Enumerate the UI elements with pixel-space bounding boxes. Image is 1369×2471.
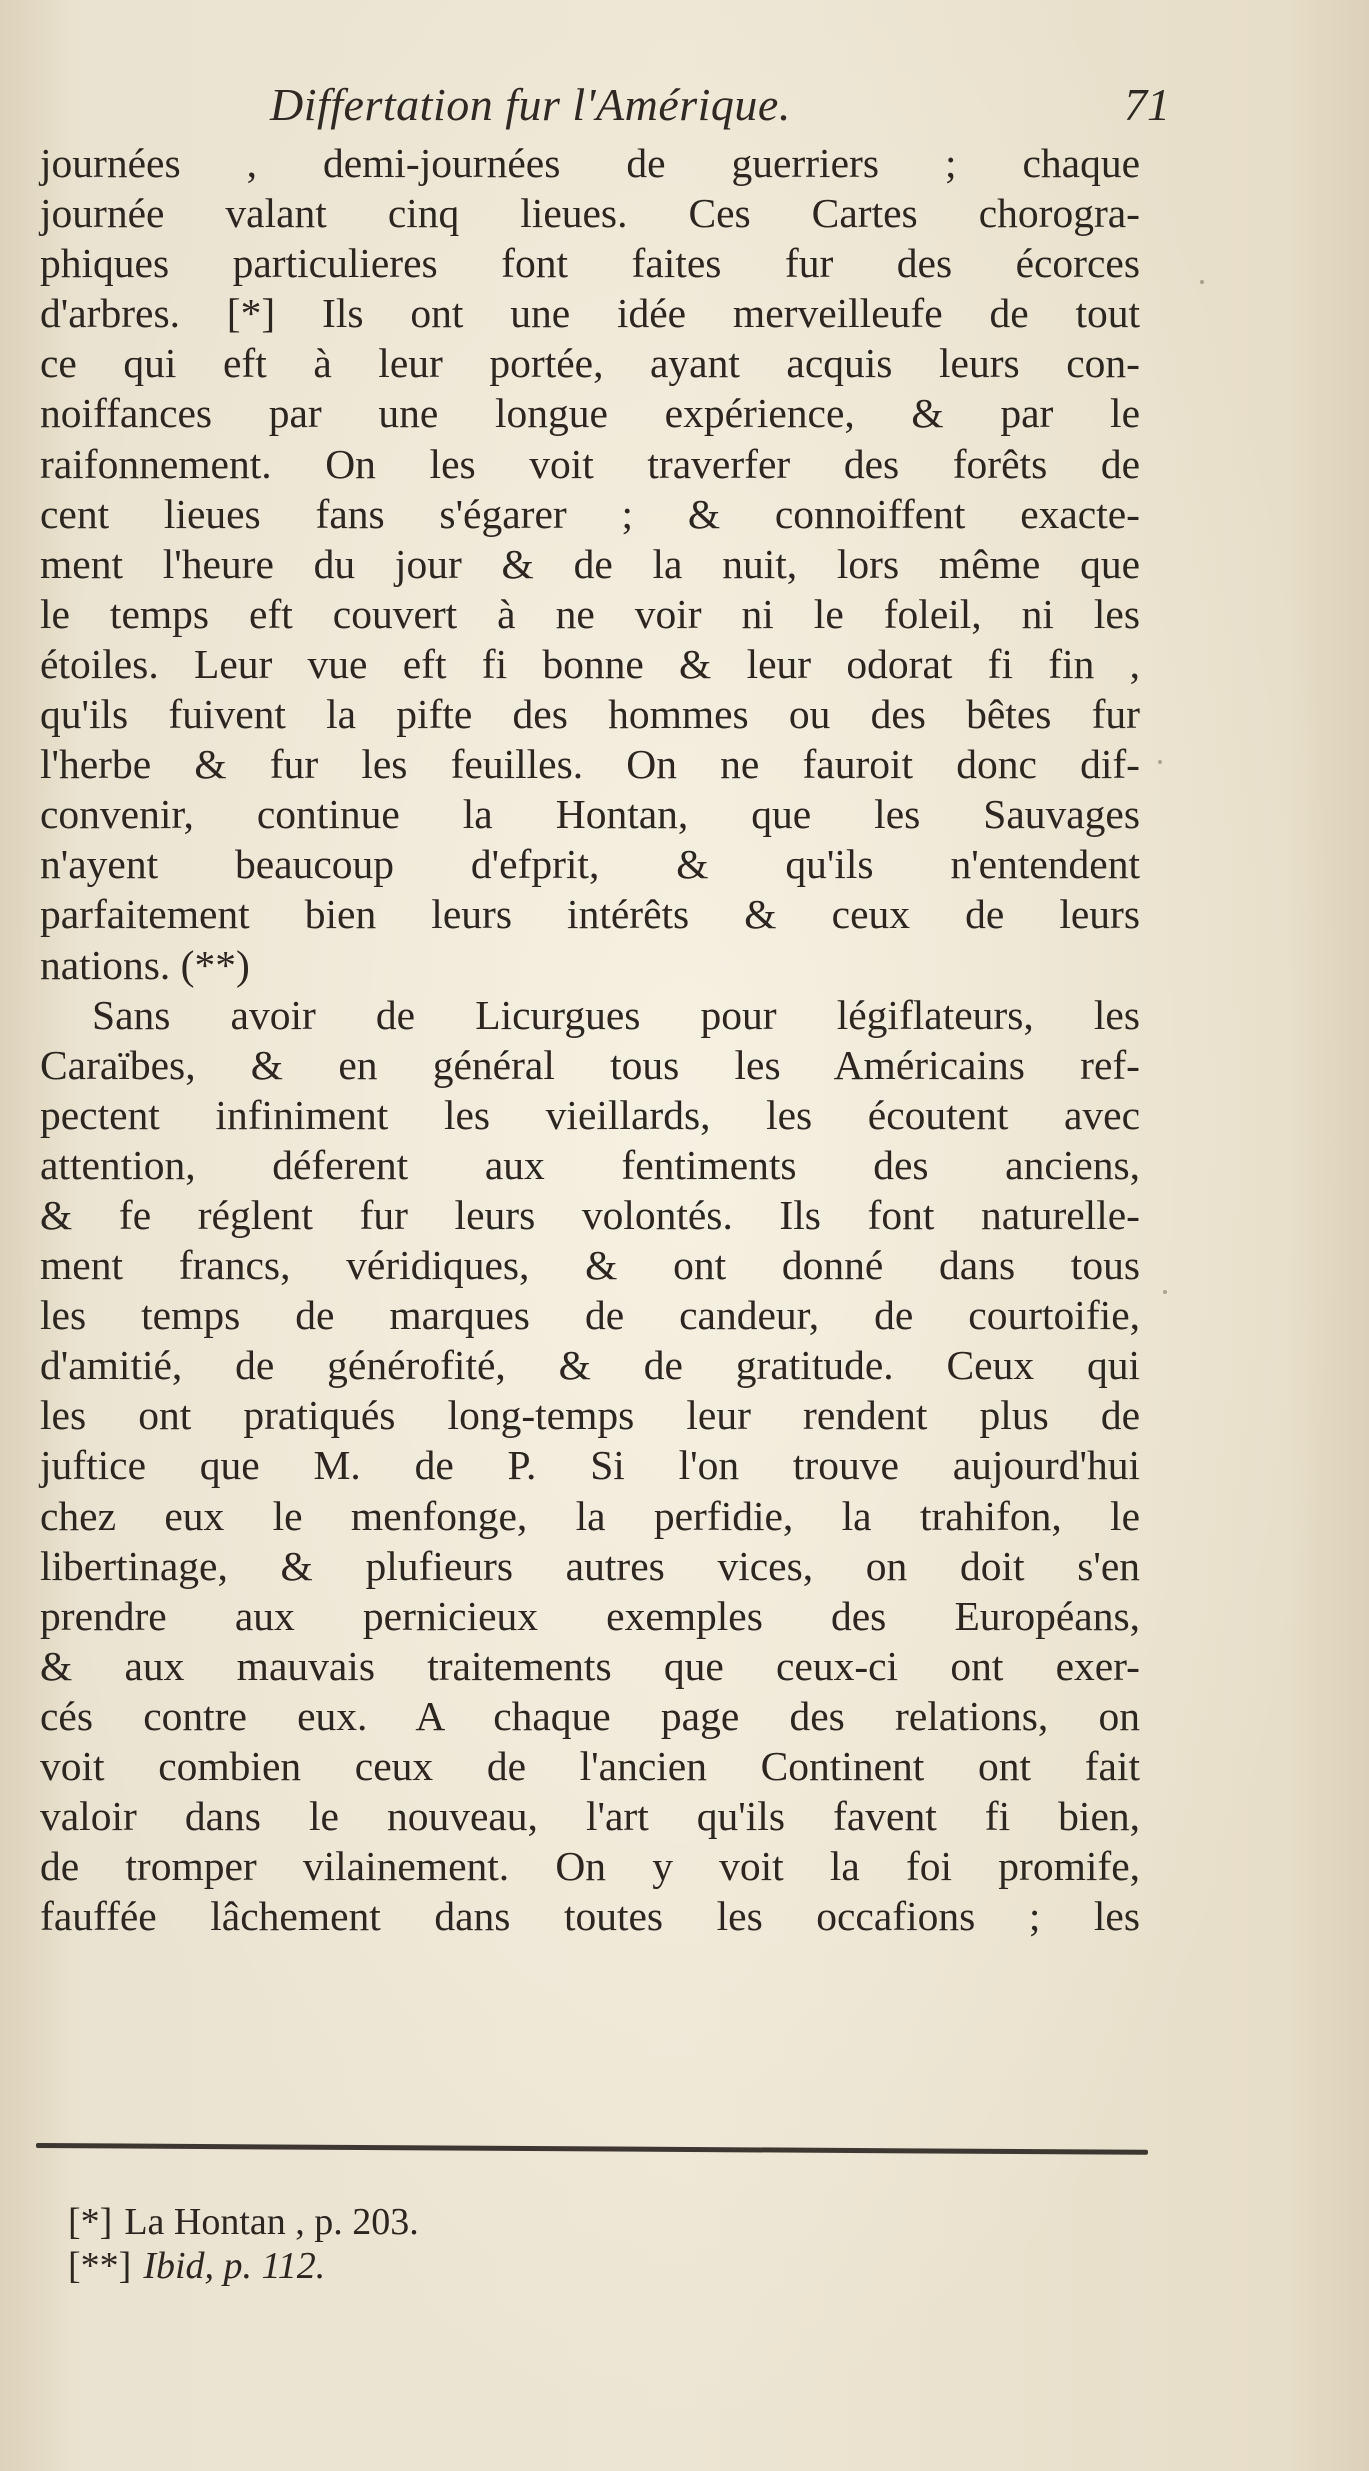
text-line: convenir, continue la Hontan, que les Sauvages	[40, 791, 1140, 838]
text-line: journées , demi-journées de guerriers ; chaque	[40, 140, 1140, 186]
text-line: & aux mauvais traitements que ceux-ci ont exer-	[40, 1642, 1140, 1689]
text-line: d'arbres. [*] Ils ont une idée merveilleufe de tout	[40, 290, 1140, 337]
footnotes	[68, 2200, 419, 2288]
body-text	[40, 138, 1140, 1941]
footnote-text: La Hontan , p. 203.	[124, 2201, 419, 2243]
footnote-1	[68, 2200, 419, 2244]
running-title: Differtation fur l'Amérique.	[270, 79, 791, 130]
footnote-marker: [*]	[68, 2201, 113, 2243]
text-line: fauffée lâchement dans toutes les occafions ; les	[40, 1893, 1140, 1940]
text-line: Caraïbes, & en général tous les Américains ref-	[40, 1041, 1140, 1088]
text-line: nations. (**)	[40, 941, 250, 988]
footnote-rule	[36, 2143, 1148, 2155]
footnote-marker: [**]	[68, 2245, 132, 2287]
text-line: juftice que M. de P. Si l'on trouve aujourd'hui	[40, 1442, 1140, 1489]
text-line: ce qui eft à leur portée, ayant acquis leurs con-	[40, 340, 1140, 387]
text-line: attention, déferent aux fentiments des anciens,	[40, 1141, 1140, 1188]
text-line: raifonnement. On les voit traverfer des forêts de	[40, 440, 1140, 487]
page-number: 71	[1124, 79, 1170, 130]
text-line: l'herbe & fur les feuilles. On ne fauroit donc dif-	[40, 741, 1140, 788]
text-line: qu'ils fuivent la pifte des hommes ou des bêtes fur	[40, 691, 1140, 738]
text-line: journée valant cinq lieues. Ces Cartes chorogra-	[40, 190, 1140, 237]
footnote-text: Ibid, p. 112.	[143, 2245, 326, 2287]
text-line: ment l'heure du jour & de la nuit, lors même que	[40, 540, 1140, 587]
text-line: valoir dans le nouveau, l'art qu'ils favent fi bien,	[40, 1793, 1140, 1840]
text-line: cent lieues fans s'égarer ; & connoiffent exacte-	[40, 490, 1140, 537]
text-line: de tromper vilainement. On y voit la foi promife,	[40, 1843, 1140, 1890]
text-line: libertinage, & plufieurs autres vices, on doit s'en	[40, 1542, 1140, 1589]
ink-speck	[1200, 280, 1204, 284]
text-line: pectent infiniment les vieillards, les écoutent avec	[40, 1091, 1140, 1138]
text-line: les ont pratiqués long-temps leur rendent plus de	[40, 1392, 1140, 1439]
text-line: les temps de marques de candeur, de courtoifie,	[40, 1292, 1140, 1339]
text-line: cés contre eux. A chaque page des relations, on	[40, 1692, 1140, 1739]
text-line: Sans avoir de Licurgues pour légiflateurs, les	[92, 991, 1140, 1038]
text-line: noiffances par une longue expérience, & par le	[40, 390, 1140, 437]
text-line: étoiles. Leur vue eft fi bonne & leur odorat fi fin ,	[40, 640, 1140, 687]
text-line: parfaitement bien leurs intérêts & ceux de leurs	[40, 891, 1140, 938]
ink-speck	[1163, 1290, 1167, 1294]
text-line: ment francs, véridiques, & ont donné dans tous	[40, 1242, 1140, 1289]
text-line: prendre aux pernicieux exemples des Européans,	[40, 1592, 1140, 1639]
ink-speck	[1158, 760, 1162, 764]
text-line: le temps eft couvert à ne voir ni le foleil, ni les	[40, 590, 1140, 637]
text-line: voit combien ceux de l'ancien Continent ont fait	[40, 1743, 1140, 1789]
text-line: phiques particulieres font faites fur des écorces	[40, 240, 1140, 287]
text-line: d'amitié, de générofité, & de gratitude. Ceux qui	[40, 1342, 1140, 1389]
footnote-2	[68, 2244, 419, 2288]
text-line: chez eux le menfonge, la perfidie, la trahifon, le	[40, 1492, 1140, 1539]
text-line: n'ayent beaucoup d'efprit, & qu'ils n'entendent	[40, 841, 1140, 888]
text-line: & fe réglent fur leurs volontés. Ils font naturelle-	[40, 1191, 1140, 1238]
